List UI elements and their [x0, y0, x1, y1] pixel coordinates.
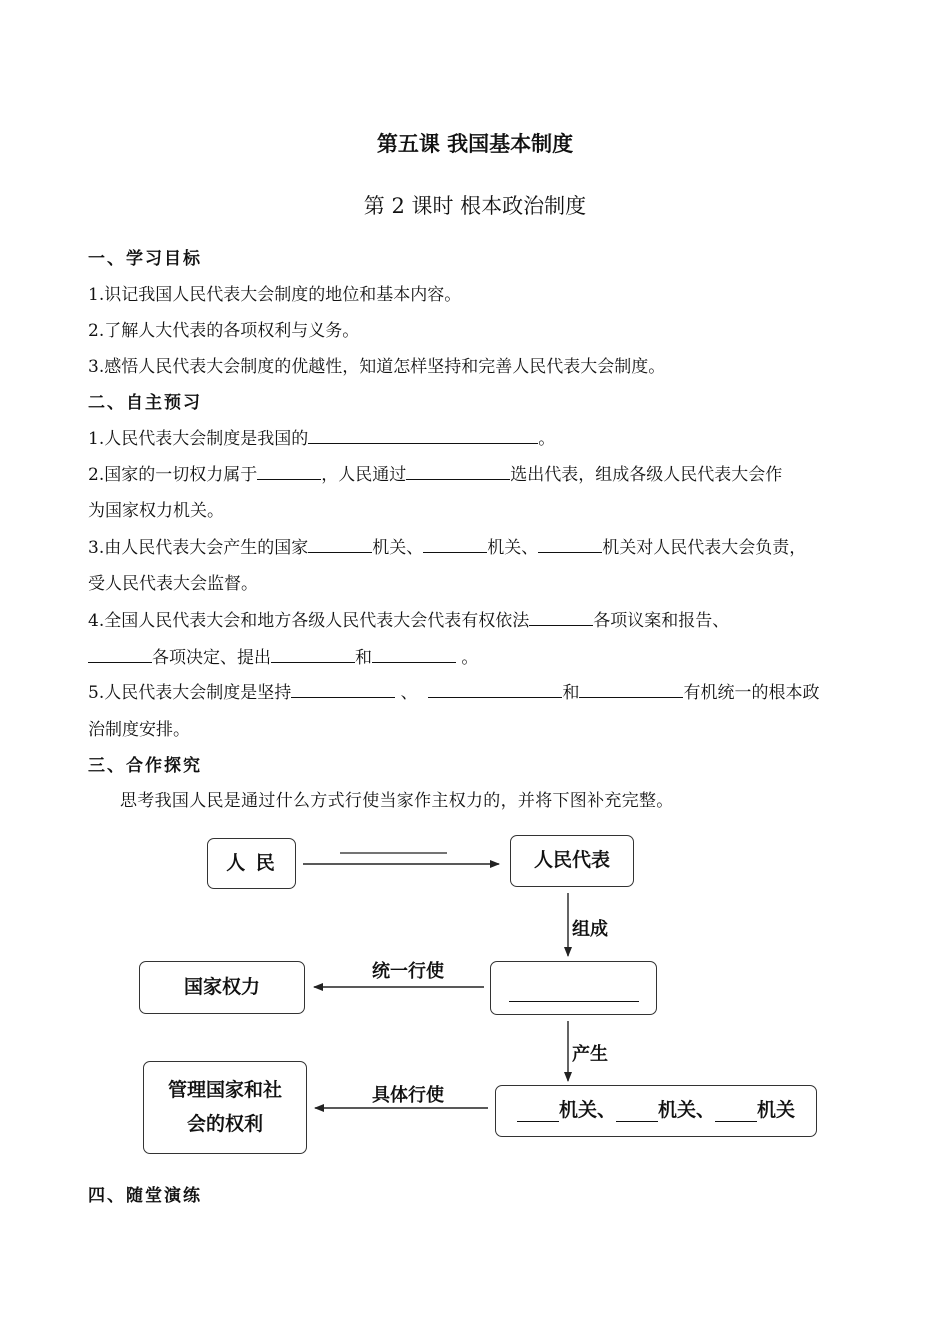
question-text: 。 — [456, 648, 479, 668]
organ-label: 机关、 — [558, 1099, 616, 1122]
label-concrete-exercise: 具体行使 — [372, 1085, 444, 1106]
box-people — [207, 838, 296, 889]
answer-blank[interactable] — [509, 981, 639, 1002]
question-text: 3.由人民代表大会产生的国家 — [88, 538, 309, 558]
question-text: 。 — [538, 429, 556, 449]
box-manage-rights — [143, 1061, 307, 1154]
question-text: 和 — [355, 648, 372, 668]
question-text: 机关、 — [372, 538, 424, 558]
question-text: 有机统一的根本政 — [683, 683, 820, 703]
question-text: 5.人民代表大会制度是坚持 — [88, 683, 292, 703]
question-text: 、 — [395, 683, 418, 703]
question-text: 各项议案和报告、 — [593, 611, 730, 631]
answer-blank[interactable] — [715, 1101, 757, 1122]
organ-label: 机关 — [757, 1099, 796, 1122]
question-text: 2.国家的一切权力属于 — [88, 465, 258, 485]
question-2-continued: 为国家权力机关。 — [88, 501, 224, 521]
box-label: 人民代表 — [533, 849, 610, 872]
question-text: 各项决定、提出 — [152, 648, 271, 668]
page-subtitle: 第 2 课时 根本政治制度 — [363, 194, 587, 218]
question-text: 机关、 — [487, 538, 539, 558]
box-representatives — [510, 835, 634, 887]
organ-label: 机关、 — [657, 1099, 715, 1122]
box-label: 管理国家和社 — [167, 1079, 282, 1102]
box-label: 国家权力 — [183, 975, 260, 998]
box-label: 会的权利 — [186, 1112, 263, 1135]
objective-item: 2.了解人大代表的各项权利与义务。 — [88, 321, 360, 341]
box-state-organs — [495, 1085, 817, 1137]
answer-blank[interactable] — [616, 1101, 658, 1122]
question-text: 和 — [562, 683, 580, 703]
box-label: 人 民 — [226, 851, 277, 874]
box-congress-blank[interactable] — [490, 961, 657, 1015]
objective-item: 1.识记我国人民代表大会制度的地位和基本内容。 — [88, 285, 462, 305]
inquiry-prompt: 思考我国人民是通过什么方式行使当家作主权力的，并将下图补充完整。 — [120, 791, 674, 811]
section-heading-inquiry: 三、合作探究 — [88, 756, 202, 776]
question-text: 选出代表，组成各级人民代表大会作 — [510, 465, 783, 485]
label-unified-exercise: 统一行使 — [372, 961, 444, 982]
question-5-continued: 治制度安排。 — [88, 720, 190, 740]
question-text: ，人民通过 — [321, 465, 407, 485]
question-3-continued: 受人民代表大会监督。 — [88, 574, 258, 594]
question-text: 4.全国人民代表大会和地方各级人民代表大会代表有权依法 — [88, 611, 530, 631]
section-heading-preview: 二、自主预习 — [88, 393, 202, 413]
section-heading-objectives: 一、学习目标 — [88, 249, 202, 269]
box-state-power — [139, 961, 305, 1014]
page-title: 第五课 我国基本制度 — [376, 132, 574, 156]
label-produce: 产生 — [572, 1044, 608, 1065]
question-text: 1.人民代表大会制度是我国的 — [88, 429, 309, 449]
question-text: 机关对人民代表大会负责， — [602, 538, 807, 558]
objective-item: 3.感悟人民代表大会制度的优越性，知道怎样坚持和完善人民代表大会制度。 — [88, 357, 666, 377]
label-compose: 组成 — [572, 919, 608, 940]
answer-blank[interactable] — [517, 1101, 559, 1122]
section-heading-practice: 四、随堂演练 — [88, 1186, 202, 1206]
